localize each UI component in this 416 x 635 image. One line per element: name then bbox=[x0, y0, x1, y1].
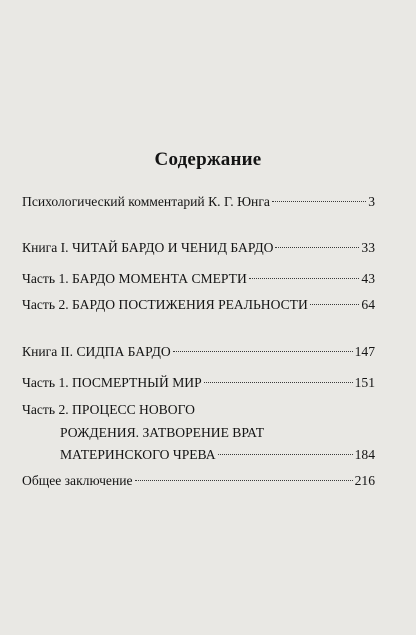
leader-dots bbox=[275, 247, 359, 248]
leader-dots bbox=[135, 480, 353, 481]
toc-entry-label: Общее заключение bbox=[22, 473, 133, 488]
leader-dots bbox=[310, 304, 360, 305]
toc-entry-label: Часть 2. БАРДО ПОСТИЖЕНИЯ РЕАЛЬНОСТИ bbox=[22, 297, 308, 312]
toc-entry-book-2-part-1 bbox=[22, 374, 375, 392]
toc-entry-label-line-1: Часть 2. ПРОЦЕСС НОВОГО bbox=[22, 402, 195, 417]
leader-dots bbox=[272, 201, 366, 202]
leader-dots bbox=[204, 382, 353, 383]
toc-entry-conclusion bbox=[22, 472, 375, 490]
toc-entry-page: 151 bbox=[354, 375, 375, 390]
toc-entry-page: 216 bbox=[354, 473, 375, 488]
leader-dots bbox=[173, 351, 353, 352]
page-title: Содержание bbox=[154, 149, 262, 170]
toc-entry-page: 184 bbox=[354, 447, 375, 462]
toc-entry-label: Часть 1. ПОСМЕРТНЫЙ МИР bbox=[22, 375, 202, 390]
toc-entry-jung-commentary bbox=[22, 193, 375, 211]
toc-entry-page: 64 bbox=[361, 297, 375, 312]
toc-entry-book-2-part-2 bbox=[60, 446, 375, 464]
toc-entry-label-line-2: РОЖДЕНИЯ. ЗАТВОРЕНИЕ ВРАТ bbox=[60, 425, 265, 440]
toc-entry-label: Психологический комментарий К. Г. Юнга bbox=[22, 194, 270, 209]
leader-dots bbox=[249, 278, 360, 279]
toc-entry-label: Часть 1. БАРДО МОМЕНТА СМЕРТИ bbox=[22, 271, 247, 286]
toc-entry-book-2 bbox=[22, 343, 375, 361]
toc-entry-page: 147 bbox=[354, 344, 375, 359]
toc-entry-page: 33 bbox=[361, 240, 375, 255]
toc-entry-page: 43 bbox=[361, 271, 375, 286]
toc-entry-page: 3 bbox=[368, 194, 375, 209]
toc-entry-label: Книга I. ЧИТАЙ БАРДО И ЧЕНИД БАРДО bbox=[22, 240, 274, 255]
leader-dots bbox=[218, 454, 353, 455]
toc-entry-label-line-3: МАТЕРИНСКОГО ЧРЕВА bbox=[60, 447, 216, 462]
toc-entry-label: Книга II. СИДПА БАРДО bbox=[22, 344, 171, 359]
toc-entry-book-1-part-2 bbox=[22, 296, 375, 314]
toc-entry-book-1-part-1 bbox=[22, 270, 375, 288]
toc-entry-book-1 bbox=[22, 239, 375, 257]
